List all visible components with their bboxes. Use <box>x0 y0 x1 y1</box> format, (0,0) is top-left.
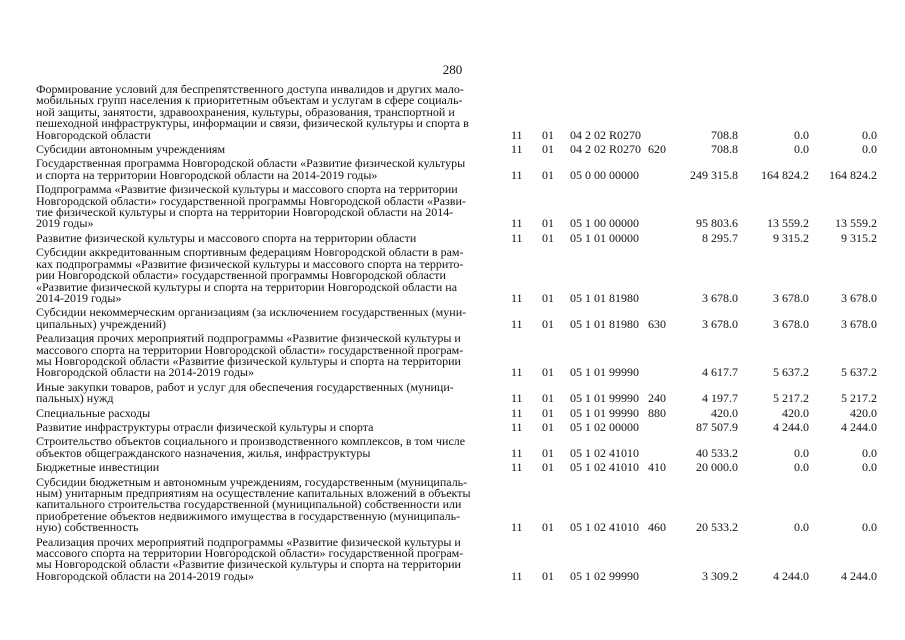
amount-year-1: 8 295.7 <box>702 230 738 245</box>
target-article-code: 05 1 02 41010 <box>570 445 639 460</box>
table-row <box>0 419 905 434</box>
amount-year-2: 0.0 <box>794 127 809 142</box>
row-description: Иные закупки товаров, работ и услуг для обеспечения государственных (муници- пальных) нужд <box>36 379 454 406</box>
row-description: Специальные расходы <box>36 405 151 420</box>
subsection-code: 01 <box>542 216 554 231</box>
amount-year-1: 95 803.6 <box>696 216 738 231</box>
amount-year-3: 0.0 <box>862 520 877 535</box>
amount-year-1: 20 533.2 <box>696 520 738 535</box>
table-row <box>0 333 905 379</box>
amount-year-2: 5 637.2 <box>773 365 809 380</box>
section-code: 11 <box>511 419 523 434</box>
subsection-code: 01 <box>542 460 554 475</box>
amount-year-3: 0.0 <box>862 460 877 475</box>
row-description: Формирование условий для беспрепятственного доступа инвалидов и других мало- мобильных групп населения к приоритетным объектам и услугам в сфере социаль- ной защиты, занятости, здравоохранения, культуры, образования, транспортной и пешеходной инфраструктуры, информации и связи, физической культуры и спорта в Новгородской области <box>36 82 469 142</box>
target-article-code: 05 1 01 99990 <box>570 391 639 406</box>
section-code: 11 <box>511 167 523 182</box>
table-row <box>0 379 905 406</box>
table-row <box>0 184 905 230</box>
subsection-code: 01 <box>542 365 554 380</box>
subsection-code: 01 <box>542 290 554 305</box>
target-article-code: 04 2 02 R0270 <box>570 127 642 142</box>
subsection-code: 01 <box>542 142 554 157</box>
budget-table <box>0 84 905 585</box>
section-code: 11 <box>511 365 523 380</box>
row-description: Реализация прочих мероприятий подпрограммы «Развитие физической культуры и массового спорта на территории Новгородской области» государственной програм- мы Новгородской области «Развитие физической культуры и спорта на территории Новгородской области на 2014-2019 годы» <box>36 534 464 583</box>
table-row <box>0 534 905 583</box>
section-code: 11 <box>511 445 523 460</box>
target-article-code: 05 0 00 00000 <box>570 167 639 182</box>
amount-year-3: 5 217.2 <box>841 391 877 406</box>
amount-year-1: 420.0 <box>711 405 738 420</box>
amount-year-1: 249 315.8 <box>690 167 738 182</box>
amount-year-1: 87 507.9 <box>696 419 738 434</box>
expense-type-code: 620 <box>648 142 666 157</box>
row-description: Развитие инфраструктуры отрасли физической культуры и спорта <box>36 419 374 434</box>
amount-year-3: 420.0 <box>850 405 877 420</box>
subsection-code: 01 <box>542 568 554 583</box>
amount-year-3: 164 824.2 <box>829 167 877 182</box>
table-row <box>0 474 905 535</box>
subsection-code: 01 <box>542 405 554 420</box>
target-article-code: 05 1 02 41010 <box>570 520 639 535</box>
expense-type-code: 630 <box>648 316 666 331</box>
target-article-code: 04 2 02 R0270 <box>570 142 642 157</box>
section-code: 11 <box>511 520 523 535</box>
subsection-code: 01 <box>542 230 554 245</box>
amount-year-2: 3 678.0 <box>773 316 809 331</box>
expense-type-code: 460 <box>648 520 666 535</box>
section-code: 11 <box>511 568 523 583</box>
amount-year-2: 5 217.2 <box>773 391 809 406</box>
row-description: Субсидии аккредитованным спортивным федерациям Новгородской области в рам- ках подпрограммы «Развитие физической культуры и массового спорта на террито- рии Новгородской области» государственной программы Новгородской области «Развитие физической культуры и спорта на территории Новгородской области на 2014-2019 годы» <box>36 245 464 305</box>
amount-year-1: 20 000.0 <box>696 460 738 475</box>
subsection-code: 01 <box>542 520 554 535</box>
row-description: Субсидии некоммерческим организациям (за исключением государственных (муни- ципальных) учреждений) <box>36 305 467 331</box>
subsection-code: 01 <box>542 419 554 434</box>
table-row <box>0 158 905 181</box>
section-code: 11 <box>511 405 523 420</box>
section-code: 11 <box>511 216 523 231</box>
subsection-code: 01 <box>542 391 554 406</box>
expense-type-code: 880 <box>648 405 666 420</box>
target-article-code: 05 1 02 00000 <box>570 419 639 434</box>
amount-year-3: 13 559.2 <box>835 216 877 231</box>
amount-year-2: 0.0 <box>794 520 809 535</box>
amount-year-2: 9 315.2 <box>773 230 809 245</box>
amount-year-3: 3 678.0 <box>841 290 877 305</box>
row-description: Бюджетные инвестиции <box>36 460 160 475</box>
subsection-code: 01 <box>542 445 554 460</box>
target-article-code: 05 1 01 99990 <box>570 405 639 420</box>
section-code: 11 <box>511 290 523 305</box>
section-code: 11 <box>511 460 523 475</box>
expense-type-code: 240 <box>648 391 666 406</box>
row-description: Государственная программа Новгородской области «Развитие физической культуры и спорта на территории Новгородской области на 2014-2019 годы» <box>36 156 466 182</box>
amount-year-3: 0.0 <box>862 445 877 460</box>
amount-year-3: 0.0 <box>862 142 877 157</box>
section-code: 11 <box>511 127 523 142</box>
table-row <box>0 462 905 473</box>
target-article-code: 05 1 01 81980 <box>570 290 639 305</box>
amount-year-1: 4 617.7 <box>702 365 738 380</box>
subsection-code: 01 <box>542 167 554 182</box>
amount-year-2: 4 244.0 <box>773 568 809 583</box>
amount-year-1: 3 309.2 <box>702 568 738 583</box>
table-row <box>0 144 905 155</box>
amount-year-2: 13 559.2 <box>767 216 809 231</box>
page-number: 280 <box>442 62 463 77</box>
row-description: Субсидии автономным учреждениям <box>36 142 226 157</box>
target-article-code: 05 1 00 00000 <box>570 216 639 231</box>
target-article-code: 05 1 02 99990 <box>570 568 639 583</box>
amount-year-3: 4 244.0 <box>841 419 877 434</box>
target-article-code: 05 1 01 81980 <box>570 316 639 331</box>
target-article-code: 05 1 02 41010 <box>570 460 639 475</box>
section-code: 11 <box>511 316 523 331</box>
amount-year-2: 4 244.0 <box>773 419 809 434</box>
amount-year-3: 4 244.0 <box>841 568 877 583</box>
amount-year-3: 5 637.2 <box>841 365 877 380</box>
subsection-code: 01 <box>542 127 554 142</box>
amount-year-2: 420.0 <box>782 405 809 420</box>
amount-year-2: 0.0 <box>794 142 809 157</box>
amount-year-1: 40 533.2 <box>696 445 738 460</box>
table-row <box>0 436 905 459</box>
table-row <box>0 247 905 304</box>
row-description: Развитие физической культуры и массового спорта на территории области <box>36 230 417 245</box>
amount-year-2: 0.0 <box>794 445 809 460</box>
amount-year-1: 4 197.7 <box>702 391 738 406</box>
section-code: 11 <box>511 230 523 245</box>
amount-year-3: 3 678.0 <box>841 316 877 331</box>
amount-year-1: 708.8 <box>711 127 738 142</box>
section-code: 11 <box>511 142 523 157</box>
row-description: Реализация прочих мероприятий подпрограммы «Развитие физической культуры и массового спорта на территории Новгородской области» государственной програм- мы Новгородской области «Развитие физической культуры и спорта на территории Новгородской области на 2014-2019 годы» <box>36 331 464 380</box>
row-description: Строительство объектов социального и производственного комплексов, в том числе объектов общегражданского назначения, жилья, инфраструктуры <box>36 434 466 460</box>
subsection-code: 01 <box>542 316 554 331</box>
amount-year-2: 0.0 <box>794 460 809 475</box>
expense-type-code: 410 <box>648 460 666 475</box>
target-article-code: 05 1 01 99990 <box>570 365 639 380</box>
table-row <box>0 307 905 330</box>
row-description: Подпрограмма «Развитие физической культуры и массового спорта на территории Новгородской области» государственной программы Новгородской области «Разви- тие физической культуры и спорта на территории Новгородской области на 2014- 2019 годы» <box>36 182 466 231</box>
amount-year-3: 0.0 <box>862 127 877 142</box>
amount-year-1: 3 678.0 <box>702 290 738 305</box>
amount-year-3: 9 315.2 <box>841 230 877 245</box>
table-row <box>0 405 905 420</box>
amount-year-1: 3 678.0 <box>702 316 738 331</box>
amount-year-2: 3 678.0 <box>773 290 809 305</box>
table-row <box>0 84 905 141</box>
section-code: 11 <box>511 391 523 406</box>
amount-year-2: 164 824.2 <box>761 167 809 182</box>
amount-year-1: 708.8 <box>711 142 738 157</box>
table-row <box>0 230 905 245</box>
target-article-code: 05 1 01 00000 <box>570 230 639 245</box>
row-description: Субсидии бюджетным и автономным учреждениям, государственным (муниципаль- ным) унитарным предприятиям на осуществление капитальных вложений в объекты капитального строительства государственной (муниципальной) собственности или приобретение объектов недвижимого имущества в государственную (муниципаль- ную) собственность <box>36 474 471 535</box>
